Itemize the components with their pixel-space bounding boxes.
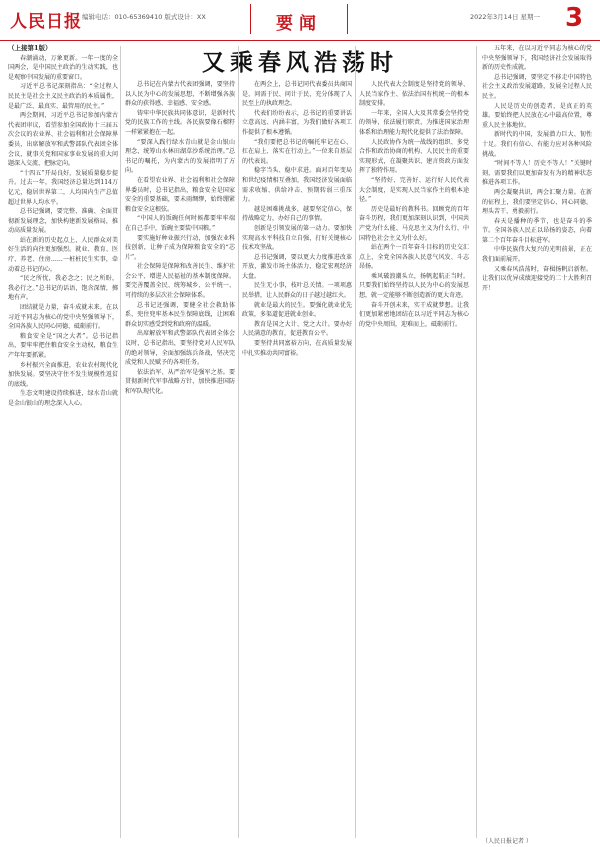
- column-body: [482, 44, 592, 293]
- paragraph: 总书记强调，要完整、准确、全面贯彻新发展理念，加快构建新发展格局，推动高质量发展。: [8, 208, 118, 235]
- paragraph: 春天是播种的季节，也是奋斗的季节。全国各族人民正以昂扬的姿态，向着第二个百年奋斗目标进军。: [482, 217, 592, 244]
- section-title: 要闻: [276, 14, 322, 34]
- paragraph: 五年来，在以习近平同志为核心的党中央坚强领导下，我国经济社会发展取得新的历史性成就。: [482, 45, 592, 72]
- paragraph: 新时代的中国，发展潜力巨大、韧性十足。我们有信心、有能力应对各种风险挑战。: [482, 131, 592, 158]
- column-body: [359, 80, 469, 329]
- paragraph: 稳字当头、稳中求进。面对百年变局和世纪疫情相互叠加，我国经济发展面临需求收缩、供给冲击、预期转弱三重压力。: [242, 167, 352, 204]
- paragraph: 一年来，全国人大及其常委会坚持党的领导，依法履行职责，为推进国家治理体系和治理能力现代化提供了法治保障。: [359, 109, 469, 136]
- article-column-2: [125, 80, 235, 838]
- publication-date: 2022年3月14日 星期一: [470, 13, 541, 21]
- paragraph: 习近平总书记深刻指出：“全过程人民民主是社会主义民主政治的本质属性，是最广泛、最真实、最管用的民主。”: [8, 83, 118, 110]
- paragraph: 人民代表大会制度是坚持党的领导、人民当家作主、依法治国有机统一的根本制度安排。: [359, 81, 469, 108]
- paragraph: 人民是历史的创造者，是真正的英雄。要始终把人民放在心中最高位置，尊重人民主体地位。: [482, 102, 592, 129]
- paragraph: 越是困难挑战多，越要坚定信心，保持战略定力，办好自己的事情。: [242, 205, 352, 223]
- editor-info: 编辑电话：010-65369410 版式设计：XX: [82, 13, 206, 21]
- paragraph: “中国人的饭碗任何时候都要牢牢端在自己手中，饭碗主要装中国粮。”: [125, 215, 235, 232]
- paragraph: 乘风破浪潮头立，扬帆起航正当时。只要我们始终坚持以人民为中心的发展思想，就一定能够不断创造新的更大奇迹。: [359, 272, 469, 300]
- paragraph: “十四五”开局良好，发展质量稳步提升。过去一年，我国经济总量达到114万亿元，稳居世界第二，人均国内生产总值超过世界人均水平。: [8, 169, 118, 206]
- paragraph: 出席解放军和武警部队代表团全体会议时，总书记指出，要坚持党对人民军队的绝对领导，全面加强练兵备战，坚决完成党和人民赋予的各项任务。: [125, 330, 235, 367]
- paragraph: “民之所忧，我必念之；民之所盼，我必行之。”总书记的话语，饱含深情，掷地有声。: [8, 275, 118, 302]
- paragraph: 生态文明建设持续推进，绿水青山就是金山银山的理念深入人心。: [8, 390, 118, 407]
- paragraph: 人民政协作为统一战线的组织、多党合作和政治协商的机构、人民民主的重要实现形式，在凝聚共识、建言资政方面发挥了独特作用。: [359, 138, 469, 175]
- column-body: [8, 54, 118, 409]
- column-divider: [355, 46, 356, 838]
- paragraph: 奋斗开创未来，实干成就梦想。让我们更加紧密地团结在以习近平同志为核心的党中央周围，迎难而上，砥砺前行。: [359, 301, 469, 328]
- paragraph: 在两会上，总书记同代表委员共商国是，问需于民、问计于民，充分体现了人民至上的执政理念。: [242, 81, 352, 108]
- paragraph: 在看望农业界、社会福利和社会保障界委员时，总书记指出，粮食安全是国家安全的重要基础，要未雨绸缪，始终绷紧粮食安全这根弦。: [125, 176, 235, 213]
- paragraph: 站在两个一百年奋斗目标的历史交汇点上，全党全国各族人民意气风发、斗志昂扬。: [359, 244, 469, 271]
- paragraph: “我们要把总书记的嘱托牢记在心、扛在肩上、落实在行动上。”一位来自基层的代表说。: [242, 138, 352, 165]
- paragraph: 总书记强调，要坚定不移走中国特色社会主义政治发展道路，发展全过程人民民主。: [482, 73, 592, 100]
- paragraph: 历史是最好的教科书。回顾党的百年奋斗历程，我们更加深刻认识到，中国共产党为什么能、马克思主义为什么行、中国特色社会主义为什么好。: [359, 205, 469, 242]
- column-divider: [120, 46, 121, 838]
- paragraph: 要实施好种业振兴行动，加强农业科技创新，让种子成为保障粮食安全的“芯片”。: [125, 234, 235, 261]
- paragraph: 民生无小事，枝叶总关情。一项项惠民举措，让人民群众的日子越过越红火。: [242, 282, 352, 300]
- paragraph: 就业是最大的民生。要强化就业优先政策，多渠道促进就业创业。: [242, 301, 352, 319]
- paragraph: 乡村振兴全面推进，农业农村现代化加快发展。要坚决守住不发生规模性返贫的底线。: [8, 361, 118, 388]
- paragraph: 要坚持共同富裕方向，在高质量发展中扎实推动共同富裕。: [242, 340, 352, 357]
- column-divider: [476, 46, 477, 838]
- paragraph: 教育是国之大计、党之大计。要办好人民满意的教育，促进教育公平。: [242, 320, 352, 338]
- article-column-1: [8, 44, 118, 836]
- newspaper-logo: 人民日报: [10, 12, 82, 32]
- section-header: [250, 4, 348, 34]
- paragraph: 又乘春风浩荡时，奋楫扬帆启新程。让我们以优异成绩迎接党的二十大胜利召开！: [482, 265, 592, 292]
- article-headline: 又乘春风浩荡时: [202, 49, 398, 76]
- paragraph: 春潮涌动，万象更新。一年一度的全国两会，是中国民主政治的生动实践，也是观察中国发展的重要窗口。: [8, 54, 118, 81]
- paragraph: 代表们纷纷表示，总书记的重要讲话立意高远、内涵丰富，为我们做好各项工作提供了根本遵循。: [242, 109, 352, 136]
- paragraph: 两会凝聚共识，两会汇聚力量。在新的征程上，我们要坚定信心、同心同德，埋头苦干、勇毅前行。: [482, 188, 592, 216]
- paragraph: 团结就是力量，奋斗成就未来。在以习近平同志为核心的党中央坚强领导下，全国各族人民同心同德、砥砺前行。: [8, 304, 118, 331]
- paragraph: 中华民族伟大复兴的光明前景，正在我们面前展开。: [482, 246, 592, 264]
- masthead: [0, 0, 600, 41]
- paragraph: 依法治军、从严治军是强军之基。要贯彻新时代军事战略方针，加快推进国防和军队现代化。: [125, 368, 235, 395]
- paragraph: 粮食安全是“国之大者”。总书记指出，要牢牢把住粮食安全主动权，粮食生产年年要抓紧。: [8, 332, 118, 359]
- article-lead: （上接第1版）: [8, 44, 52, 52]
- page-number: 3: [565, 3, 584, 33]
- paragraph: 社会保障是保障和改善民生、维护社会公平、增进人民福祉的基本制度保障。要完善覆盖全民、统筹城乡、公平统一、可持续的多层次社会保障体系。: [125, 263, 235, 300]
- paragraph: 总书记在内蒙古代表团强调，要坚持以人民为中心的发展思想，不断增强各族群众的获得感、幸福感、安全感。: [125, 81, 235, 108]
- column-body: [125, 80, 235, 397]
- paragraph: 铸牢中华民族共同体意识，是新时代党的民族工作的主线。各民族要像石榴籽一样紧紧抱在一起。: [125, 109, 235, 136]
- article-credit: （人民日报记者 ）: [482, 838, 532, 845]
- paragraph: 总书记还强调，要健全社会救助体系，兜住兜牢基本民生保障底线，让困难群众切实感受到党和政府的温暖。: [125, 301, 235, 328]
- column-body: [242, 80, 352, 358]
- paragraph: 创新是引领发展的第一动力。要加快实现高水平科技自立自强，打好关键核心技术攻坚战。: [242, 224, 352, 252]
- paragraph: “坚持好、完善好、运行好人民代表大会制度，是实现人民当家作主的根本途径。”: [359, 176, 469, 204]
- article-column-5: [482, 44, 592, 836]
- paragraph: 两会期间，习近平总书记参加内蒙古代表团审议，看望参加全国政协十三届五次会议的农业界、社会福利和社会保障界委员，出席解放军和武警部队代表团全体会议，就事关党和国家事业发展的重大问题深入交流、把脉定向。: [8, 112, 118, 168]
- paragraph: “要深入践行绿水青山就是金山银山理念，统筹山水林田湖草沙系统治理。”总书记的嘱托，为内蒙古的发展指明了方向。: [125, 138, 235, 175]
- article-column-3: [242, 80, 352, 838]
- column-divider: [238, 46, 239, 838]
- paragraph: “时间不等人！历史不等人！”关键时刻，需要我们以更加奋发有为的精神状态推进各项工作。: [482, 160, 592, 187]
- article-column-4: [359, 80, 469, 838]
- paragraph: 总书记强调，要以更大力度推进改革开放，激发市场主体活力，稳定宏观经济大盘。: [242, 253, 352, 280]
- paragraph: 站在新的历史起点上，人民群众对美好生活的向往更加强烈。就业、教育、医疗、养老、住房……一桩桩民生实事，牵动着总书记的心。: [8, 236, 118, 273]
